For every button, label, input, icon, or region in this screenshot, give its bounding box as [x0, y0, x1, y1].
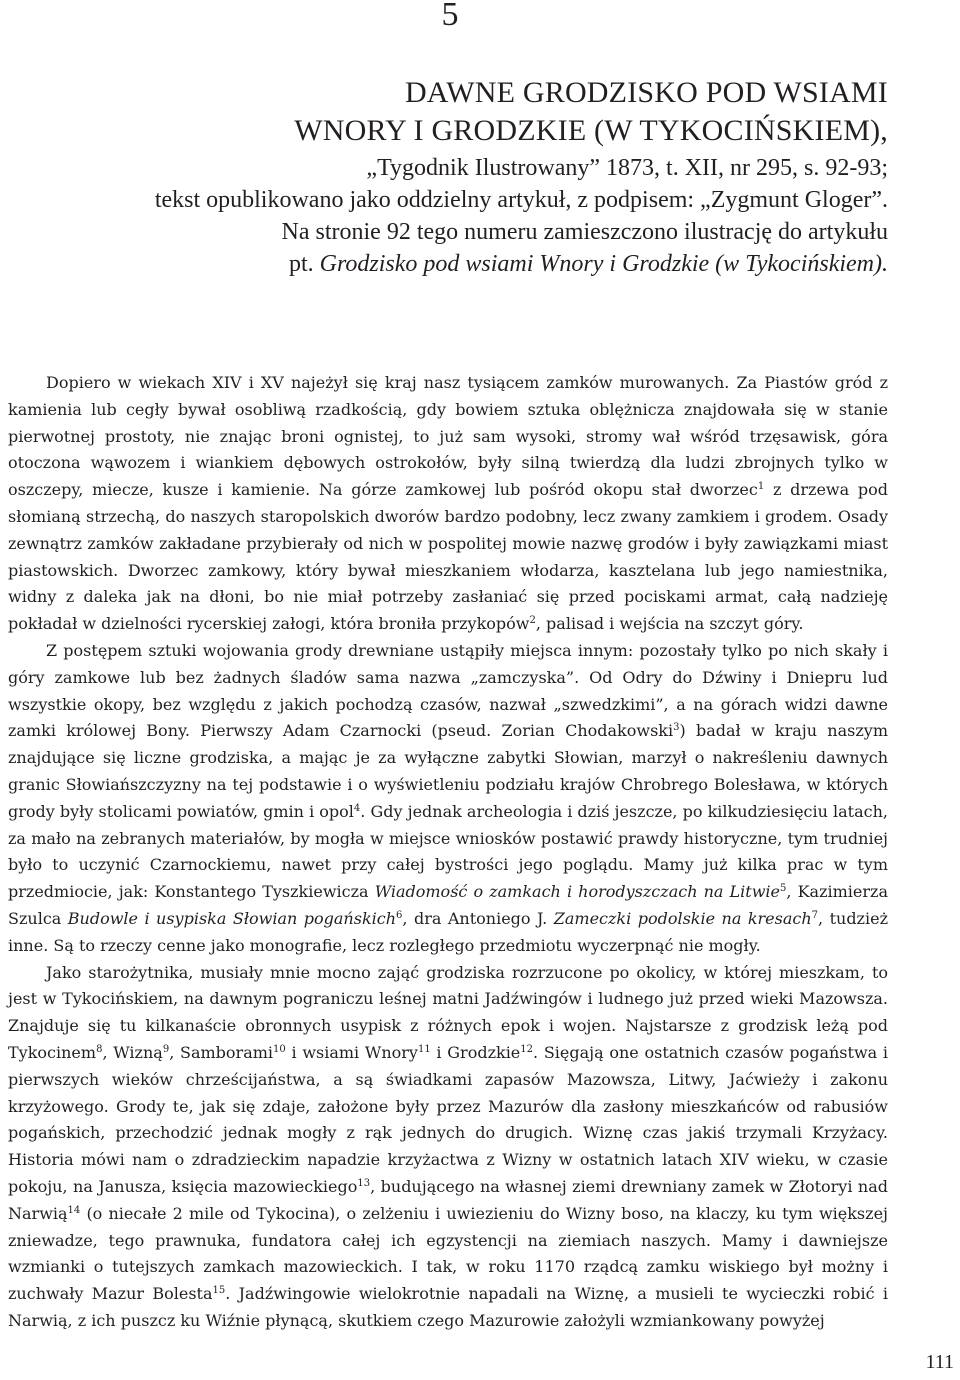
footnote-ref-7: 7: [811, 909, 819, 921]
paragraph-3: [8, 960, 888, 1335]
footnote-ref-5: 5: [780, 883, 787, 895]
footnote-ref-6: 6: [396, 909, 403, 921]
chapter-number: 5: [441, 0, 459, 33]
cited-title: Budowle i usypiska Słowian pogańskich: [67, 908, 397, 928]
footnote-ref-11: 11: [417, 1043, 431, 1055]
text-run: , tudzież inne. Są to rzeczy cenne jako monografie, lecz rozległego przedmiotu wyczerpnąć nie mogły.: [8, 908, 889, 955]
footnote-ref-14: 14: [67, 1204, 81, 1216]
text-run: . Gdy jednak archeologia i dziś jeszcze, po kilkudziesięciu latach, za mało na zebranych materiałów, by mogła w miejsce wniosków postawić prawdy historyczne, tym trudniej było to uczynić Czarnockiemu, nawet przy całej bystrości jego poglądu. Mamy już kilka prac w tym przedmiocie, jak: Konstantego Tyszkiewicza: [8, 801, 889, 902]
text-run: , budującego na własnej ziemi drewniany zamek w Złotoryi nad Narwią: [8, 1176, 888, 1223]
page-number: 111: [925, 1351, 954, 1373]
article-header: [68, 74, 888, 280]
article-title-line-1: DAWNE GRODZISKO POD WSIAMI: [404, 76, 888, 109]
paragraph-2: [8, 638, 888, 960]
source-line-3: Na stronie 92 tego numeru zamieszczono ilustrację do artykułu: [281, 219, 888, 245]
text-run: , dra Antoniego J.: [402, 908, 554, 928]
text-run: , Kazimierza Szulca: [8, 882, 888, 928]
paragraph-1: [8, 370, 888, 638]
source-line-1: „Tygodnik Ilustrowany” 1873, t. XII, nr 295, s. 92-93;: [366, 155, 888, 181]
text-run: ) badał w kraju naszym znajdujące się liczne grodziska, a mając je za wyłączne zabytki Słowian, marzył o nakreśleniu dawnych granic Słowiańszczyzny na tej podstawie i o wyświetleniu podziału krajów Chrobrego Bolesława, w których grody były stolicami powiatów, gmin i opol: [8, 721, 889, 821]
footnote-ref-9: 9: [162, 1043, 170, 1055]
text-run: Dopiero w wiekach XIV i XV najeżył się kraj nasz tysiącem zamków murowanych. Za Piastów gród z kamienia lub cegły bywał osobliwą rzadkością, gdy bowiem sztuka oblężnicza znajdowała się w stanie pierwotnej prostoty, nie znając broni ognistej, to już sam wysoki, stromy wał wśród trzęsawisk, góra otoczona wąwozem i wiankiem dębowych ostrokołów, były silną twierdzą dla ludzi zbrojnych tylko w oszczepy, miecze, kusze i kamienie. Na górze zamkowej lub pośród okopu stał dworzec: [8, 373, 888, 500]
text-run: . Sięgają one ostatnich czasów pogaństwa i pierwszych wieków chrześcijaństwa, a są świadkami zapasów Mazowsza, Litwy, Jaćwieży i zakonu krzyżowego. Grody te, jak się zdaje, założone były przez Mazurów dla zasłony mieszkańców od rabusiów pogańskich, przechodzić jednak mogły z rąk jednych do drugich. Wiznę czas jakiś trzymali Krzyżacy. Historia mówi nam o zdradzieckim napadzie krzyżactwa z Wizny w ostatnich latach XIV wieku, w czasie pokoju, na Janusza, księcia mazowieckiego: [8, 1042, 889, 1196]
text-run: Jako starożytnika, musiały mnie mocno zająć grodziska rozrzucone po okolicy, w której mieszkam, to jest w Tykocińskiem, na dawnym pograniczu leśnej matni Jadźwingów i ludnego już przed wieki Mazowsza. Znajduje się tu kilkanaście obronnych usypisk z różnych epok i wojen. Najstarsze z grodzisk leżą pod Tykocinem: [8, 962, 888, 1062]
text-run: i wsiami Wnory: [285, 1042, 418, 1062]
source-line-4: [68, 248, 888, 280]
illustration-title: Grodzisko pod wsiami Wnory i Grodzkie (w Tykocińskiem).: [319, 251, 888, 277]
footnote-ref-13: 13: [357, 1177, 371, 1189]
article-body: [8, 370, 888, 1335]
footnote-ref-3: 3: [673, 722, 680, 734]
cited-title: Zameczki podolskie na kresach: [553, 908, 812, 928]
footnote-ref-10: 10: [273, 1043, 286, 1055]
footnote-ref-4: 4: [353, 802, 361, 814]
text-run: , Wizną: [102, 1042, 163, 1062]
footnote-ref-1: 1: [757, 481, 765, 493]
footnote-ref-15: 15: [212, 1285, 226, 1297]
source-line-2: tekst opublikowano jako oddzielny artykuł, z podpisem: „Zygmunt Gloger”.: [154, 187, 888, 213]
text-run: i Grodzkie: [430, 1042, 521, 1062]
text-run: , palisad i wejścia na szczyt góry.: [535, 614, 804, 634]
cited-title: Wiadomość o zamkach i horodyszczach na Litwie: [374, 882, 781, 902]
text-run: z drzewa pod słomianą strzechą, do naszych staropolskich dworów bardzo podobny, lecz zwany zamkiem i grodem. Osady zewnątrz zamków zakładane przybierały od nich w pospolitej mowie nazwę grodów i były zawiązkami miast piastowskich. Dworzec zamkowy, który bywał mieszkaniem włodarza, kasztelana lub jego namiestnika, widny z daleka jak na dłoni, bo nie miał potrzeby zasłaniać się przed pociskami armat, całą nadzieję pokładał w dzielności rycerskiej załogi, która broniła przykopów: [8, 480, 889, 634]
text-run: (o niecałe 2 mile od Tykocina), o zelżeniu i uwiezieniu do Wizny boso, na klaczy, ku tym większej zniewadze, tego prawnuka, fundatora całej ich egzystencji na ziemiach naszych. Mamy i dawniejsze wzmianki o tutejszych zamkach mazowieckich. I tak, w roku 1170 rządcą zamku wiskiego był możny i zuchwały Mazur Bolesta: [8, 1203, 888, 1304]
footnote-ref-2: 2: [529, 615, 536, 627]
source-prefix: pt.: [288, 251, 314, 277]
footnote-ref-12: 12: [520, 1043, 534, 1055]
article-title-line-2: WNORY I GRODZKIE (W TYKOCIŃSKIEM),: [294, 114, 888, 147]
text-run: Z postępem sztuki wojowania grody drewniane ustąpiły miejsca innym: pozostały tylko po nich skały i góry zamkowe lub bez żadnych śladów sama nazwa „zamczyska”. Od Odry do Dźwiny i Dniepru lud wszystkie okopy, bez względu z jakich pochodzą czasów, nazwał „szwedzkimi”, a na górach widzi dawne zamki królowej Bony. Pierwszy Adam Czarnocki (pseud. Zorian Chodakowski: [8, 640, 888, 741]
footnote-ref-8: 8: [96, 1043, 103, 1055]
text-run: , Samborami: [169, 1042, 274, 1062]
text-run: . Jadźwingowie wielokrotnie napadali na Wiznę, a musieli te wycieczki robić i Narwią, z ich puszcz ku Wiźnie płynącą, skutkiem czego Mazurowie założyli wzmiankowany powyżej: [8, 1284, 888, 1330]
